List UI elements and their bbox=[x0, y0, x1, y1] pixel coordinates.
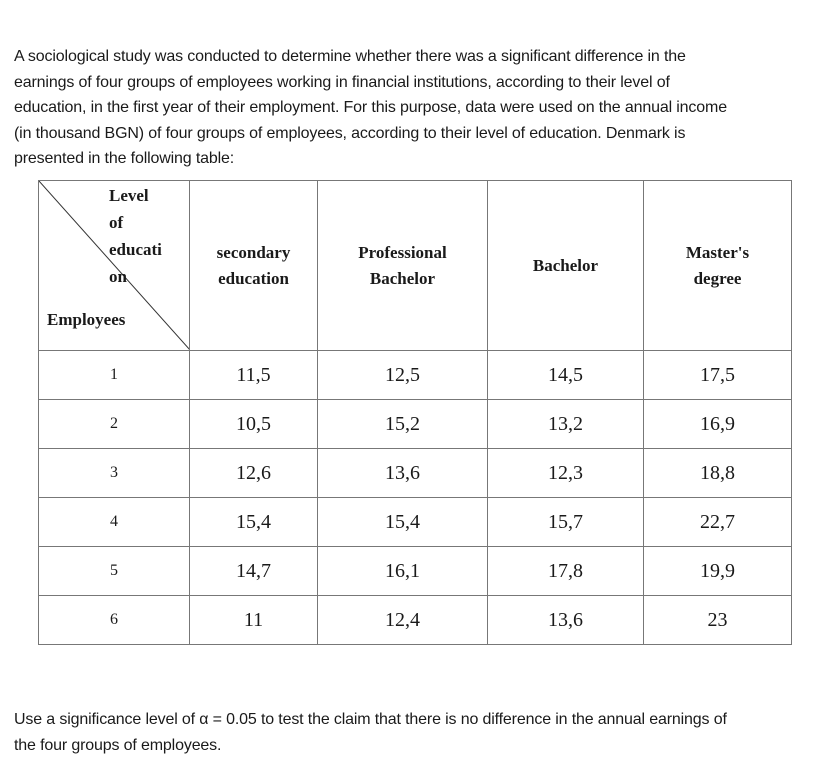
table-cell: 16,1 bbox=[318, 547, 488, 596]
table-row bbox=[39, 547, 792, 596]
table-cell: 15,7 bbox=[488, 498, 644, 547]
intro-paragraph bbox=[14, 44, 814, 172]
table-row bbox=[39, 498, 792, 547]
table-cell: 13,6 bbox=[488, 596, 644, 645]
table-cell: 17,8 bbox=[488, 547, 644, 596]
intro-line: A sociological study was conducted to determine whether there was a significant difference in the bbox=[14, 48, 686, 65]
table-row bbox=[39, 351, 792, 400]
table-cell: 23 bbox=[644, 596, 792, 645]
table-cell: 15,4 bbox=[190, 498, 318, 547]
table-cell: 12,6 bbox=[190, 449, 318, 498]
table-row bbox=[39, 449, 792, 498]
table-row bbox=[39, 400, 792, 449]
header-masters-degree: Master's degree bbox=[644, 181, 792, 351]
header-row bbox=[39, 181, 792, 351]
table-cell: 12,4 bbox=[318, 596, 488, 645]
employee-number: 4 bbox=[39, 498, 190, 547]
intro-line: presented in the following table: bbox=[14, 150, 235, 167]
intro-line: earnings of four groups of employees working in financial institutions, according to their level of bbox=[14, 73, 670, 91]
question-line: the four groups of employees. bbox=[14, 736, 222, 754]
header-professional-bachelor: Professional Bachelor bbox=[318, 181, 488, 351]
employee-number: 1 bbox=[39, 351, 190, 400]
table-cell: 15,4 bbox=[318, 498, 488, 547]
table-cell: 19,9 bbox=[644, 547, 792, 596]
table-cell: 11 bbox=[190, 596, 318, 645]
question-paragraph bbox=[14, 707, 814, 758]
table-cell: 16,9 bbox=[644, 400, 792, 449]
table-cell: 10,5 bbox=[190, 400, 318, 449]
corner-header-cell bbox=[39, 181, 190, 351]
intro-line: (in thousand BGN) of four groups of employees, according to their level of education. Denmark is bbox=[14, 124, 686, 142]
table-cell: 17,5 bbox=[644, 351, 792, 400]
header-secondary-education: secondary education bbox=[190, 181, 318, 351]
employee-number: 6 bbox=[39, 596, 190, 645]
table-cell: 22,7 bbox=[644, 498, 792, 547]
table-cell: 12,3 bbox=[488, 449, 644, 498]
employees-label: Employees bbox=[47, 310, 126, 329]
intro-line: education, in the first year of their employment. For this purpose, data were used on the annual income bbox=[14, 99, 727, 116]
employee-number: 3 bbox=[39, 449, 190, 498]
employee-number: 5 bbox=[39, 547, 190, 596]
table-cell: 18,8 bbox=[644, 449, 792, 498]
table-cell: 14,7 bbox=[190, 547, 318, 596]
question-line: Use a significance level of α = 0.05 to test the claim that there is no difference in the annual earnings of bbox=[14, 711, 727, 728]
table-cell: 12,5 bbox=[318, 351, 488, 400]
earnings-table bbox=[38, 180, 792, 645]
table-cell: 14,5 bbox=[488, 351, 644, 400]
level-of-education-label: Level of educati on bbox=[109, 186, 162, 286]
table-cell: 11,5 bbox=[190, 351, 318, 400]
employee-number: 2 bbox=[39, 400, 190, 449]
table-cell: 15,2 bbox=[318, 400, 488, 449]
table-row bbox=[39, 596, 792, 645]
table-cell: 13,2 bbox=[488, 400, 644, 449]
header-bachelor: Bachelor bbox=[488, 181, 644, 351]
table-cell: 13,6 bbox=[318, 449, 488, 498]
